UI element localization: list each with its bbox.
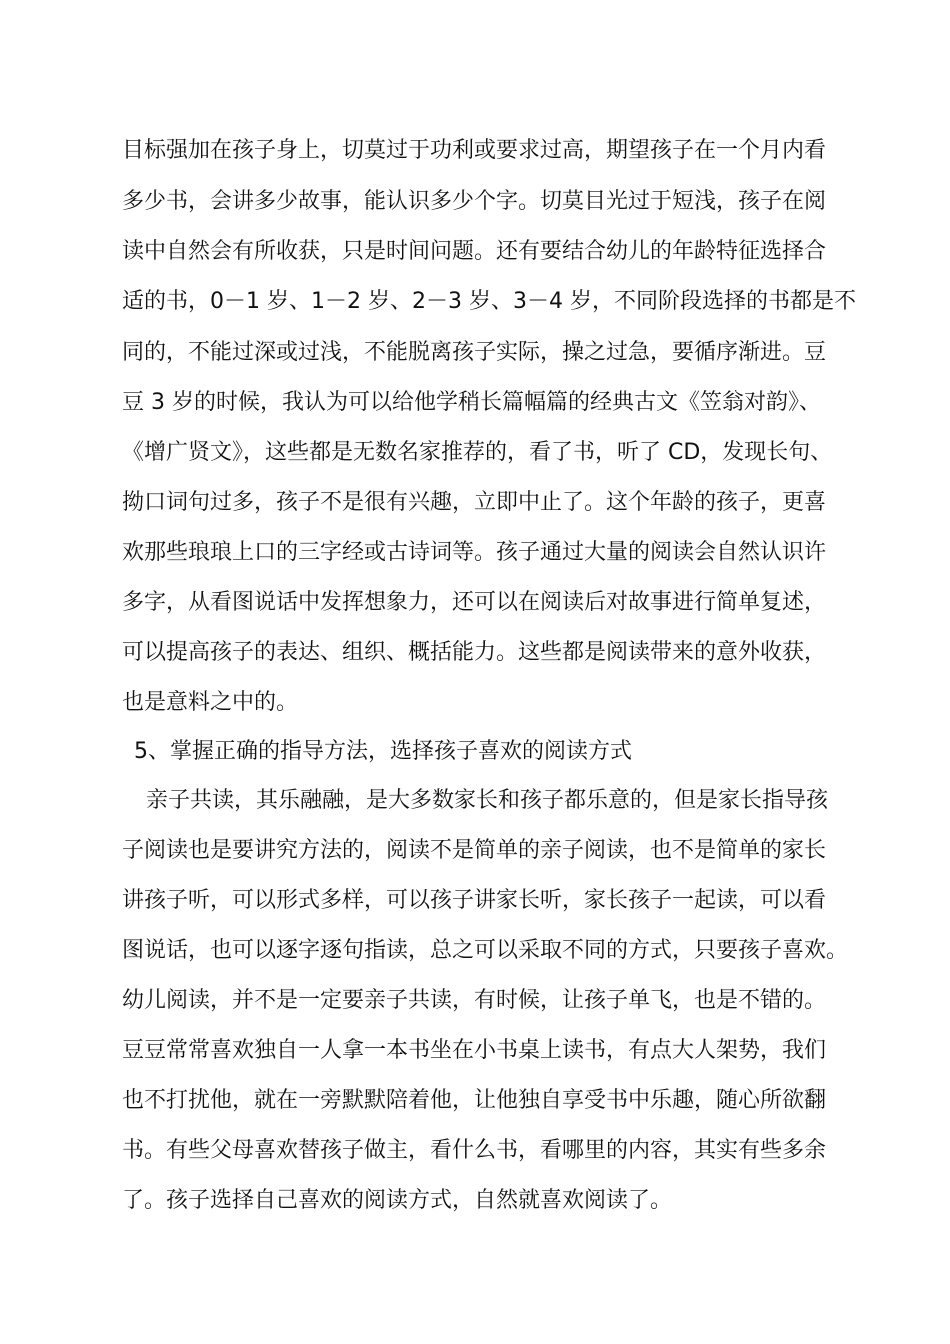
- paragraph-line: 豆 3 岁的时候，我认为可以给他学稍长篇幅篇的经典古文《笠翁对韵》、: [122, 390, 821, 415]
- paragraph-line: 拗口词句过多，孩子不是很有兴趣，立即中止了。这个年龄的孩子，更喜: [122, 490, 827, 515]
- paragraph-line: 豆豆常常喜欢独自一人拿一本书坐在小书桌上读书，有点大人架势，我们: [122, 1038, 827, 1063]
- section-heading: 5、掌握正确的指导方法，选择孩子喜欢的阅读方式: [134, 739, 632, 764]
- paragraph-line: 子阅读也是要讲究方法的，阅读不是简单的亲子阅读，也不是简单的家长: [122, 838, 827, 863]
- paragraph-line: 可以提高孩子的表达、组织、概括能力。这些都是阅读带来的意外收获，: [122, 640, 827, 665]
- paragraph-line: 也是意料之中的。: [122, 690, 299, 715]
- paragraph-line: 幼儿阅读，并不是一定要亲子共读，有时候，让孩子单飞，也是不错的。: [122, 988, 827, 1013]
- paragraph-line: 读中自然会有所收获，只是时间问题。还有要结合幼儿的年龄特征选择合: [122, 239, 827, 264]
- paragraph-line: 适的书，0－1 岁、1－2 岁、2－3 岁、3－4 岁，不同阶段选择的书都是不: [122, 289, 856, 314]
- paragraph-line: 多少书，会讲多少故事，能认识多少个字。切莫目光过于短浅，孩子在阅: [122, 189, 827, 214]
- paragraph-line: 多字，从看图说话中发挥想象力，还可以在阅读后对故事进行简单复述，: [122, 590, 827, 615]
- paragraph-line: 也不打扰他，就在一旁默默陪着他，让他独自享受书中乐趣，随心所欲翻: [122, 1088, 827, 1113]
- paragraph-line: 欢那些琅琅上口的三字经或古诗词等。孩子通过大量的阅读会自然认识许: [122, 540, 827, 565]
- paragraph-line: 图说话，也可以逐字逐句指读，总之可以采取不同的方式，只要孩子喜欢。: [122, 938, 849, 963]
- paragraph-line: 同的，不能过深或过浅，不能脱离孩子实际，操之过急，要循序渐进。豆: [122, 340, 827, 365]
- paragraph-line: 《增广贤文》，这些都是无数名家推荐的，看了书，听了 CD，发现长句、: [122, 440, 833, 465]
- paragraph-line: 书。有些父母喜欢替孩子做主，看什么书，看哪里的内容，其实有些多余: [122, 1138, 827, 1163]
- paragraph-line: 亲子共读，其乐融融，是大多数家长和孩子都乐意的，但是家长指导孩: [146, 788, 829, 813]
- paragraph-line: 目标强加在孩子身上，切莫过于功利或要求过高，期望孩子在一个月内看: [122, 138, 827, 163]
- paragraph-line: 了。孩子选择自己喜欢的阅读方式，自然就喜欢阅读了。: [122, 1188, 673, 1213]
- paragraph-line: 讲孩子听，可以形式多样，可以孩子讲家长听，家长孩子一起读，可以看: [122, 888, 827, 913]
